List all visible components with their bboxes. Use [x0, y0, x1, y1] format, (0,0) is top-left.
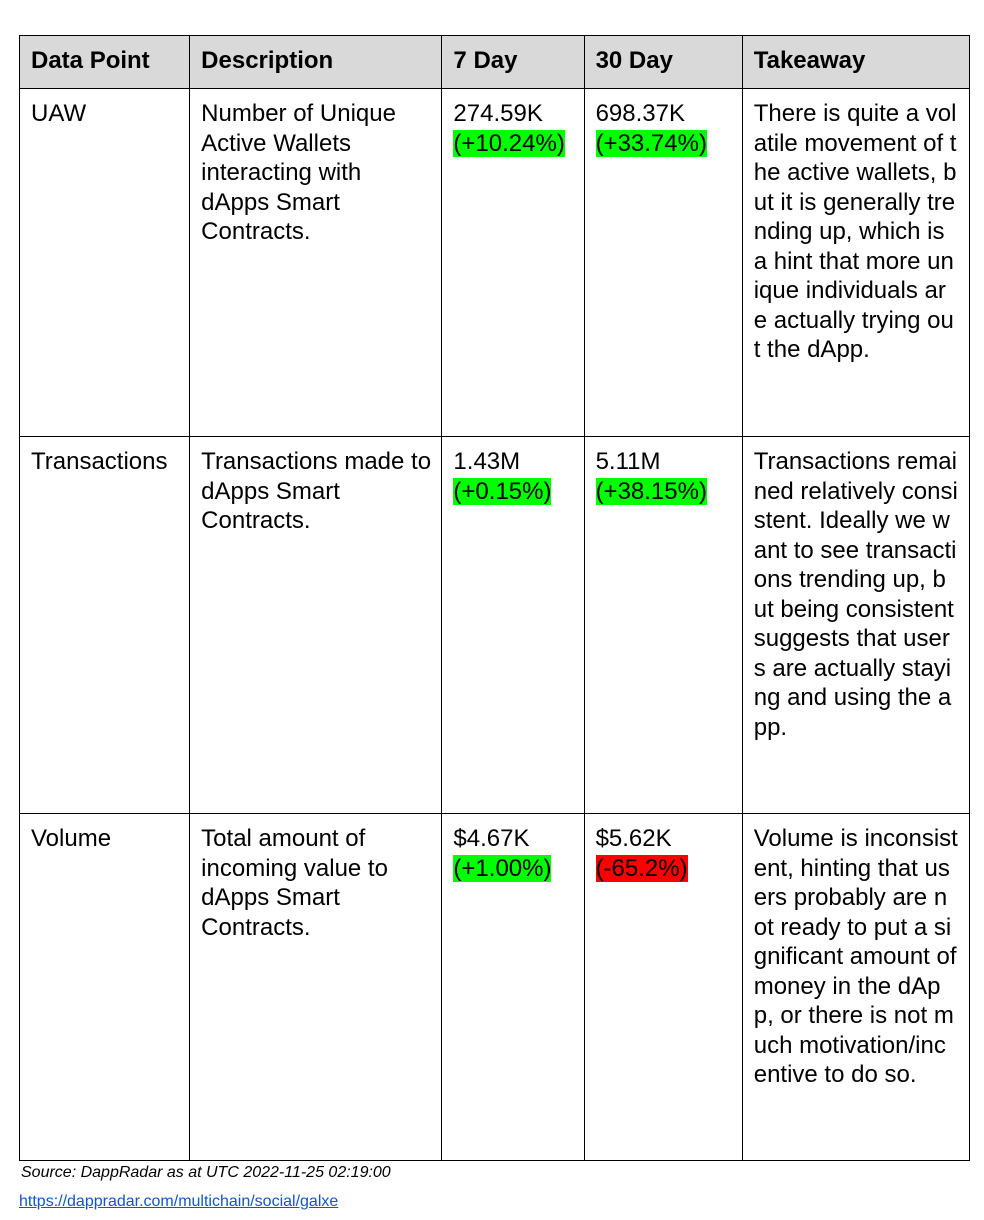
cell-description: Transactions made to dApps Smart Contracts. — [190, 437, 442, 814]
value-7-day: 1.43M — [453, 448, 521, 475]
value-7-day: $4.67K — [453, 825, 530, 852]
change-30-day: (-65.2%) — [595, 854, 688, 882]
cell-data-point: Volume — [20, 814, 190, 1161]
header-description: Description — [190, 36, 442, 89]
cell-30-day — [584, 437, 742, 814]
change-7-day: (+10.24%) — [453, 129, 565, 157]
header-takeaway: Takeaway — [742, 36, 969, 89]
cell-30-day — [584, 89, 742, 437]
table-header-row — [20, 36, 970, 89]
cell-takeaway: Volume is inconsistent, hinting that users probably are not ready to put a significant amount of money in the dApp, or there is not much motivation/incentive to do so. — [742, 814, 969, 1161]
value-30-day: 5.11M — [595, 448, 661, 475]
cell-takeaway: There is quite a volatile movement of the active wallets, but it is generally trending up, which is a hint that more unique individuals are actually trying out the dApp. — [742, 89, 969, 437]
cell-7-day — [442, 814, 584, 1161]
value-7-day: 274.59K — [453, 100, 543, 127]
header-7-day: 7 Day — [442, 36, 584, 89]
table-row — [20, 89, 970, 437]
table-row — [20, 437, 970, 814]
source-link[interactable]: https://dappradar.com/multichain/social/galxe — [19, 1193, 339, 1210]
source-note: Source: DappRadar as at UTC 2022-11-25 02:19:00 — [21, 1164, 391, 1181]
cell-description: Total amount of incoming value to dApps Smart Contracts. — [190, 814, 442, 1161]
change-7-day: (+0.15%) — [453, 477, 552, 505]
data-table — [19, 35, 970, 1161]
cell-30-day — [584, 814, 742, 1161]
value-30-day: 698.37K — [595, 100, 685, 127]
change-7-day: (+1.00%) — [453, 854, 552, 882]
change-30-day: (+38.15%) — [595, 477, 707, 505]
cell-takeaway: Transactions remained relatively consistent. Ideally we want to see transactions trending up, but being consistent suggests that users are actually staying and using the app. — [742, 437, 969, 814]
cell-7-day — [442, 437, 584, 814]
cell-7-day — [442, 89, 584, 437]
cell-data-point: Transactions — [20, 437, 190, 814]
cell-data-point: UAW — [20, 89, 190, 437]
header-30-day: 30 Day — [584, 36, 742, 89]
table-row — [20, 814, 970, 1161]
value-30-day: $5.62K — [595, 825, 672, 852]
header-data-point: Data Point — [20, 36, 190, 89]
change-30-day: (+33.74%) — [595, 129, 707, 157]
cell-description: Number of Unique Active Wallets interacting with dApps Smart Contracts. — [190, 89, 442, 437]
